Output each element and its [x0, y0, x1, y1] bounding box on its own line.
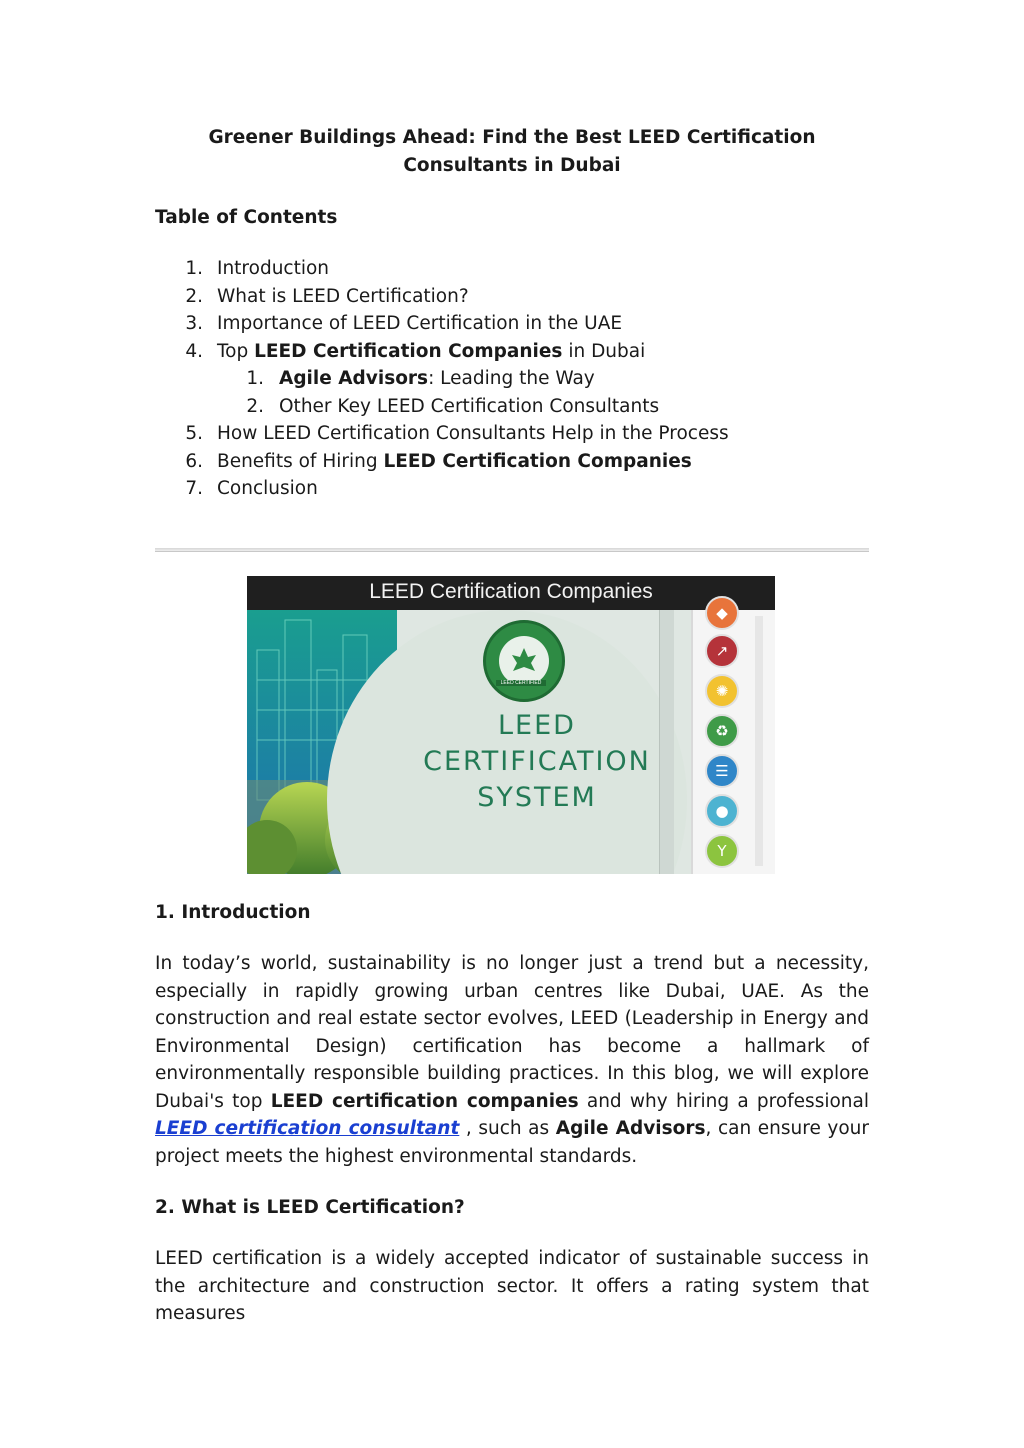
- water-drop-icon: ●: [705, 794, 739, 828]
- toc-text: How LEED Certification Consultants Help in the Process: [217, 423, 729, 444]
- toc-item[interactable]: [155, 420, 869, 448]
- paragraph-text: , such as: [459, 1118, 556, 1139]
- toc-text-after: : Leading the Way: [428, 368, 595, 389]
- layers-icon: ☰: [705, 754, 739, 788]
- paragraph-text: , can ensure your project meets the highest environmental standards.: [155, 1118, 869, 1167]
- table-of-contents: [155, 255, 869, 503]
- document-title: Greener Buildings Ahead: Find the Best LEED Certification Consultants in Dubai: [208, 127, 816, 176]
- seal-label: LEED CERTIFIED: [496, 680, 546, 686]
- toc-item[interactable]: [155, 338, 869, 366]
- toc-bold-text: LEED Certification Companies: [254, 340, 563, 362]
- toc-number: 5.: [185, 423, 203, 444]
- paragraph-bold-text: LEED certification companies: [270, 1090, 579, 1112]
- toc-text: Other Key LEED Certification Consultants: [279, 395, 660, 417]
- toc-text: Benefits of Hiring: [217, 450, 384, 472]
- toc-heading: Table of Contents: [155, 207, 338, 228]
- figure-heading-line: CERTIFICATION: [423, 746, 651, 777]
- toc-number: 1.: [185, 258, 203, 279]
- toc-bold-text: Agile Advisors: [279, 368, 429, 389]
- recycle-icon: ♻: [705, 714, 739, 748]
- figure-scrollbar: [755, 616, 763, 866]
- toc-number: 2.: [246, 395, 264, 417]
- section-heading-introduction: 1. Introduction: [155, 902, 311, 923]
- paragraph-text: and why hiring a professional: [578, 1090, 869, 1112]
- leed-consultant-link[interactable]: LEED certification consultant: [155, 1118, 460, 1139]
- sprout-icon: Y: [705, 834, 739, 868]
- figure-banner: LEED Certification Companies: [247, 576, 775, 610]
- figure-heading-line: SYSTEM: [477, 782, 597, 813]
- toc-number: 2.: [185, 285, 203, 307]
- paragraph-text: In today’s world, sustainability is no longer just a trend but a necessity, especially in rapidly growing urban centres like Dubai, UAE. As the construction and real estate sector evolves, LEED (Leadership in Energy and Environmental Design) certification has become a hallmark of environmentally responsible building practices. In this blog, we will explore Dubai's top: [155, 953, 869, 1112]
- figure-strip: [659, 610, 674, 874]
- toc-item[interactable]: [155, 448, 869, 476]
- toc-number: 7.: [185, 478, 203, 499]
- toc-subitem[interactable]: [155, 393, 869, 421]
- leed-figure-image: [247, 576, 775, 874]
- paragraph-bold-text: Agile Advisors: [555, 1118, 706, 1139]
- toc-item[interactable]: [155, 475, 869, 503]
- sun-icon: ✺: [705, 674, 739, 708]
- figure-heading: [377, 708, 697, 816]
- toc-item[interactable]: [155, 283, 869, 311]
- toc-number: 6.: [185, 450, 203, 472]
- introduction-paragraph: [155, 950, 869, 1170]
- toc-text: Importance of LEED Certification in the UAE: [217, 313, 623, 334]
- horizontal-divider: [155, 548, 869, 552]
- usgbc-seal-logo: [483, 620, 565, 702]
- toc-text: Introduction: [217, 258, 330, 279]
- toc-subitem[interactable]: [155, 365, 869, 393]
- toc-text-after: in Dubai: [562, 340, 646, 362]
- toc-item[interactable]: [155, 310, 869, 338]
- figure-heading-line: LEED: [498, 710, 576, 741]
- pin-icon: ◆: [705, 596, 739, 630]
- toc-text: What is LEED Certification?: [217, 285, 469, 307]
- toc-number: 3.: [185, 313, 203, 334]
- what-is-leed-paragraph: LEED certification is a widely accepted indicator of sustainable success in the architecture and construction sector. It offers a rating system that measures: [155, 1248, 869, 1324]
- section-heading-what-is-leed: 2. What is LEED Certification?: [155, 1197, 465, 1218]
- toc-text: Top: [217, 340, 255, 362]
- toc-number: 4.: [185, 340, 203, 362]
- toc-number: 1.: [246, 368, 264, 389]
- toc-item[interactable]: [155, 255, 869, 283]
- toc-text: Conclusion: [217, 478, 318, 499]
- toc-bold-text: LEED Certification Companies: [383, 450, 692, 472]
- external-link-icon: ↗: [705, 634, 739, 668]
